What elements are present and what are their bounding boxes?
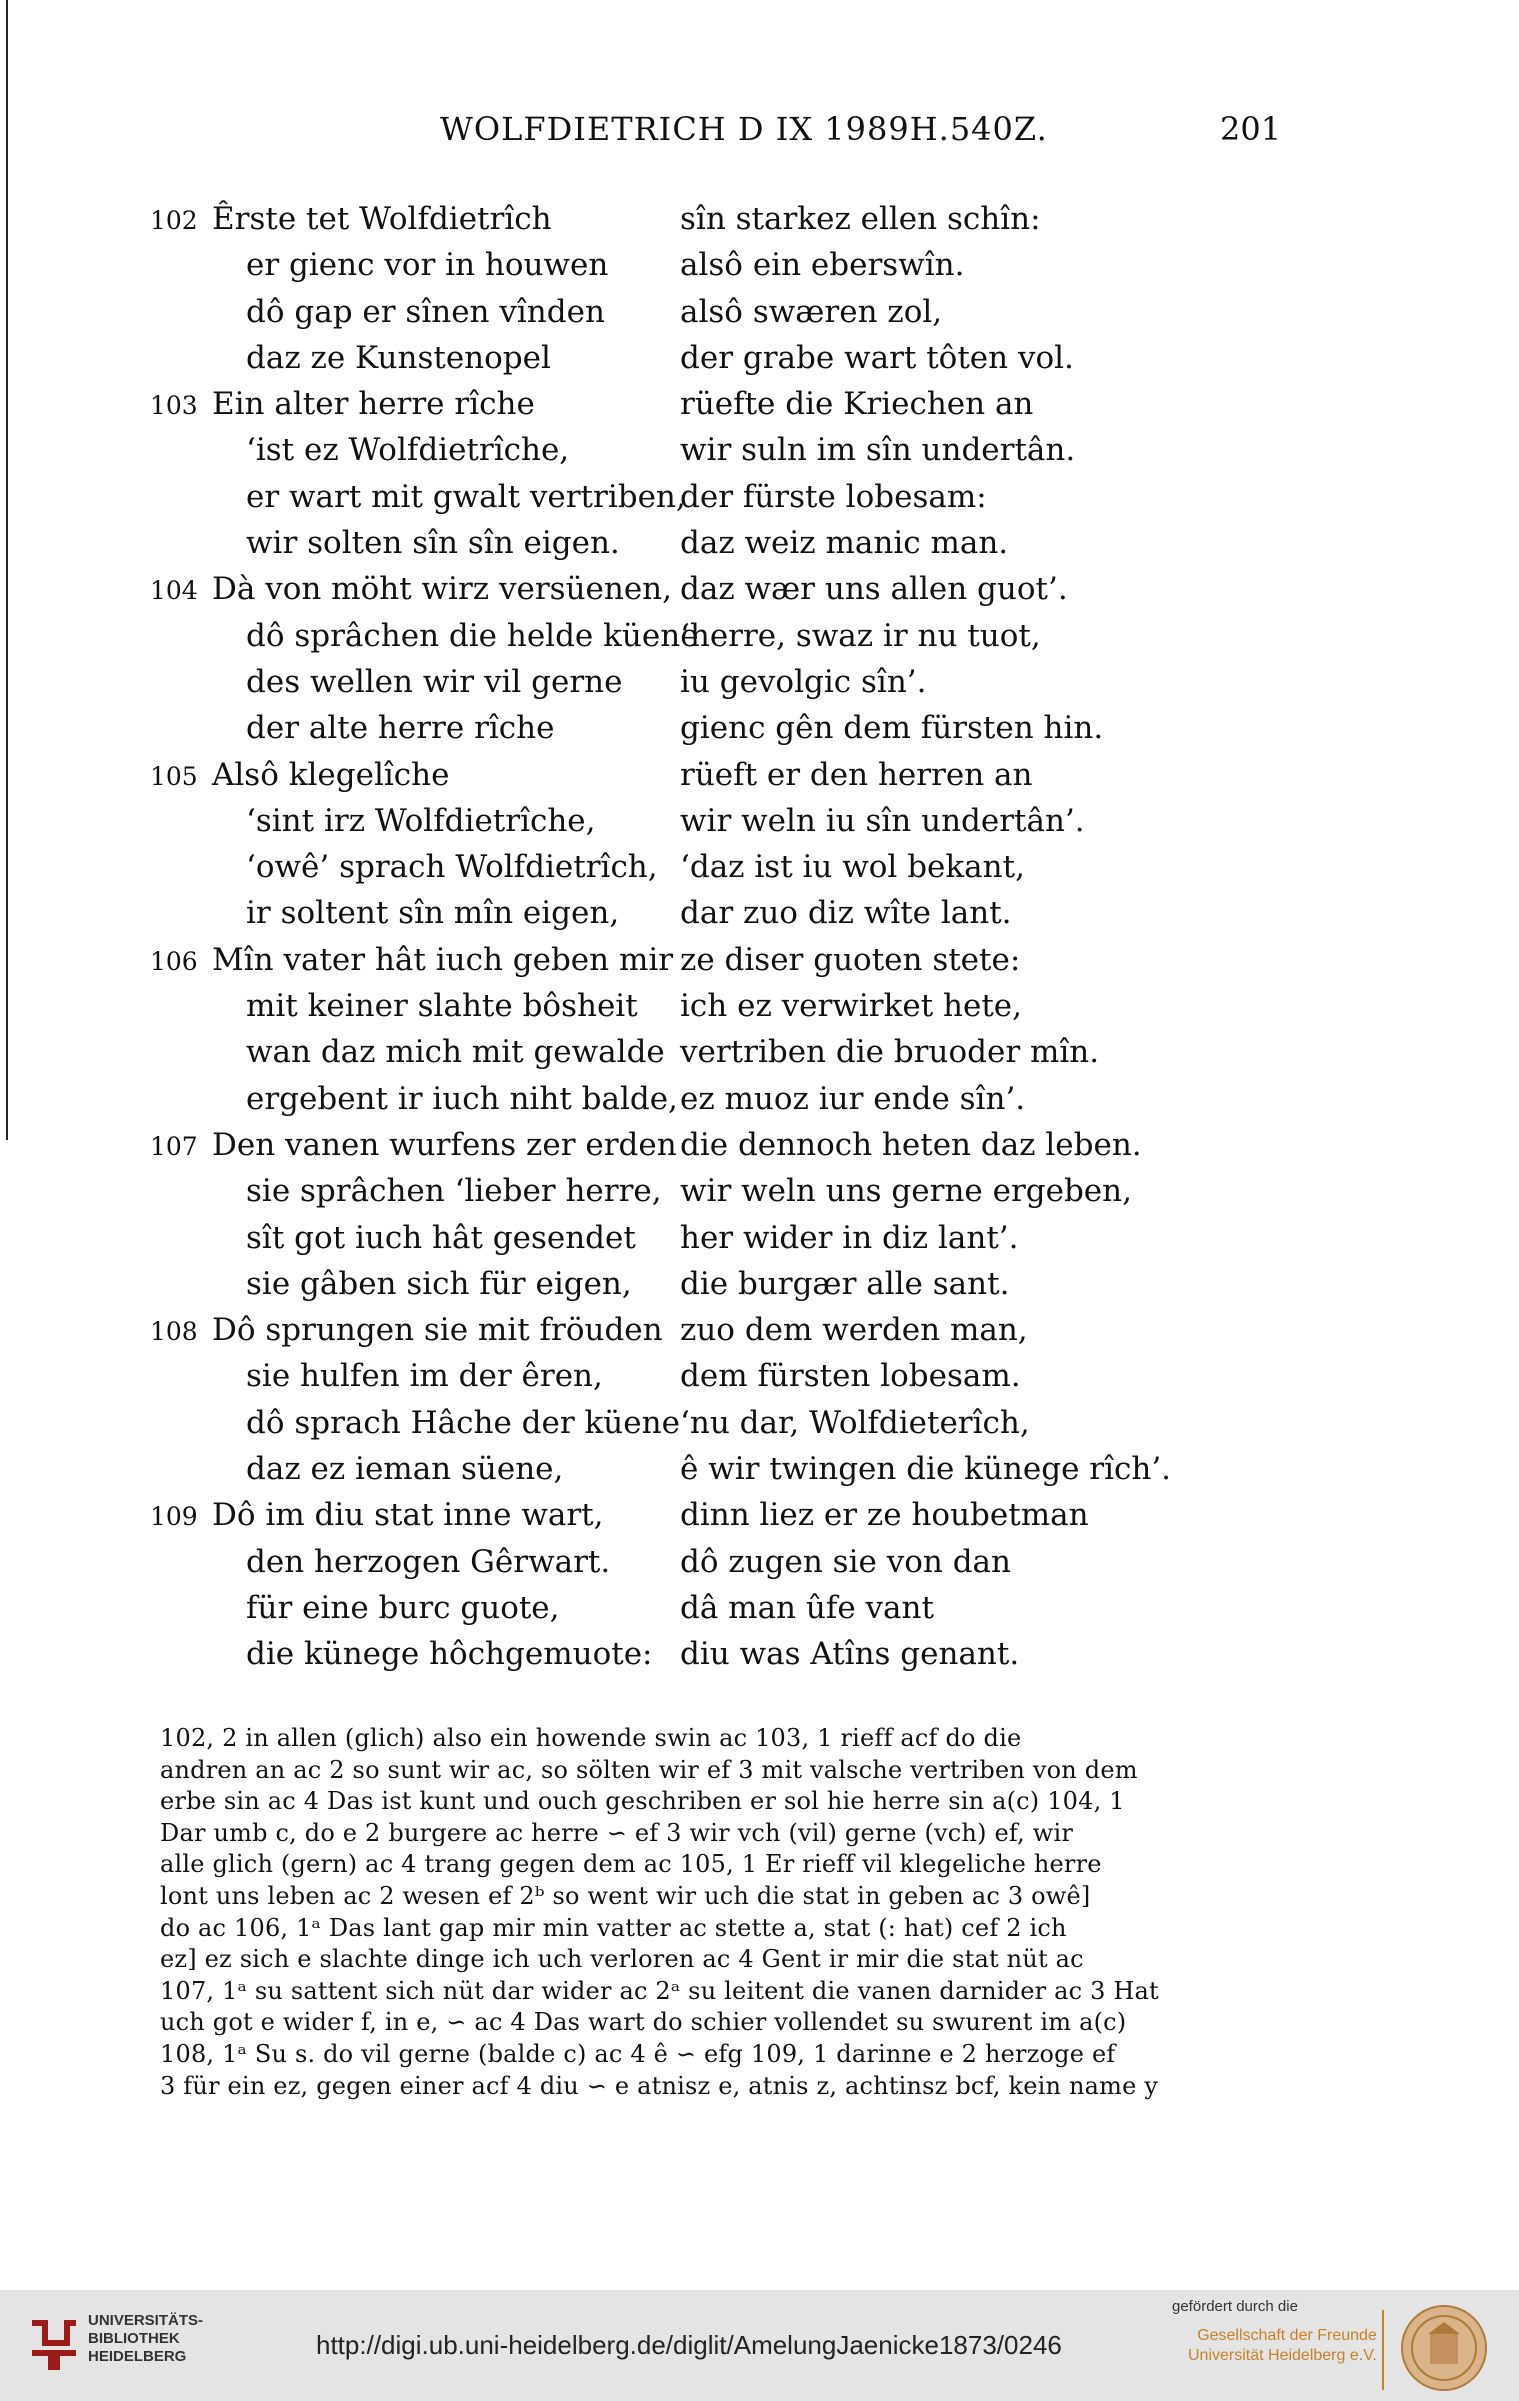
half-line-second: die dennoch heten daz leben.	[680, 1126, 1142, 1163]
half-line-first: wir solten sîn sîn eigen.	[246, 525, 620, 562]
verse-line	[150, 335, 1330, 381]
stanza-number: 107	[150, 1131, 198, 1161]
verse-line	[150, 474, 1330, 520]
verse-line	[150, 242, 1330, 288]
half-line-second: wir weln uns gerne ergeben,	[680, 1173, 1132, 1210]
footnote-line: 3 für ein ez, gegen einer acf 4 diu ∽ e atnisz e, atnis z, achtinsz bcf, kein name y	[160, 2071, 1159, 2100]
verse-line	[150, 1353, 1330, 1399]
footnote-line: 102, 2 in allen (glich) also ein howende swin ac 103, 1 rieff acf do die	[160, 1724, 1022, 1752]
verse-line	[150, 1076, 1330, 1122]
half-line-first: sie gâben sich für eigen,	[246, 1265, 632, 1302]
stanza-number: 104	[150, 576, 198, 606]
half-line-second: ez muoz iur ende sîn’.	[680, 1080, 1026, 1117]
footnotes	[160, 1723, 1270, 2102]
half-line-second: ‘nu dar, Wolfdieterîch,	[680, 1404, 1030, 1441]
stanza-number: 109	[150, 1502, 198, 1532]
half-line-second: wir suln im sîn undertân.	[680, 432, 1076, 469]
verse-line	[150, 1492, 1330, 1538]
sponsor-name-line: Universität Heidelberg e.V.	[1188, 2347, 1377, 2364]
half-line-second: dem fürsten lobesam.	[680, 1358, 1021, 1395]
half-line-second: daz wær uns allen guot’.	[680, 571, 1068, 608]
verse-line	[150, 1400, 1330, 1446]
footnote-line: Dar umb c, do e 2 burgere ac herre ∽ ef 3 wir vch (vil) gerne (vch) ef, wir	[160, 1818, 1074, 1847]
footnote-line: 107, 1ᵃ su sattent sich nüt dar wider ac 2ᵃ su leitent die vanen darnider ac 3 Hat	[160, 1976, 1159, 2005]
half-line-first: der alte herre rîche	[246, 710, 555, 747]
half-line-first: sie sprâchen ‘lieber herre,	[246, 1173, 662, 1210]
verse-line	[150, 1446, 1330, 1492]
half-line-first: den herzogen Gêrwart.	[246, 1543, 611, 1580]
half-line-first: ‘owê’ sprach Wolfdietrîch,	[246, 849, 658, 886]
library-name-line: UNIVERSITÄTS-	[88, 2312, 204, 2329]
half-line-second: sîn starkez ellen schîn:	[680, 201, 1041, 237]
half-line-first: dô sprach Hâche der küene	[246, 1404, 680, 1441]
half-line-second: dinn liez er ze houbetman	[680, 1497, 1089, 1534]
verse-line	[150, 520, 1330, 566]
footnote-line: 108, 1ᵃ Su s. do vil gerne (balde c) ac 4 ê ∽ efg 109, 1 darinne e 2 herzoge ef	[160, 2039, 1116, 2068]
half-line-first: daz ze Kunstenopel	[246, 339, 551, 376]
support-label: gefördert durch die	[1172, 2298, 1298, 2315]
permalink-url[interactable]: http://digi.ub.uni-heidelberg.de/diglit/AmelungJaenicke1873/0246	[316, 2330, 1062, 2360]
verse-line	[150, 196, 1330, 242]
verse-line	[150, 798, 1330, 844]
verse-line	[150, 289, 1330, 335]
half-line-first: Dô sprungen sie mit fröuden	[212, 1312, 663, 1349]
verse-line	[150, 1307, 1330, 1353]
half-line-second: ‘daz ist iu wol bekant,	[680, 849, 1025, 886]
half-line-first: dô gap er sînen vînden	[246, 293, 605, 330]
verse-line	[150, 566, 1330, 612]
verse-line	[150, 844, 1330, 890]
verse-line	[150, 1029, 1330, 1075]
verse-line	[150, 1585, 1330, 1631]
verse-line	[150, 752, 1330, 798]
stanza-number: 105	[150, 761, 198, 791]
half-line-second: alsô swæren zol,	[680, 293, 943, 330]
page-edge-rule	[6, 0, 8, 1140]
half-line-first: Dà von möht wirz versüenen,	[212, 571, 673, 608]
half-line-second: gienc gên dem fürsten hin.	[680, 710, 1104, 747]
sponsor-name-line: Gesellschaft der Freunde	[1197, 2327, 1377, 2344]
sponsor-name	[1188, 2326, 1377, 2366]
verse-line	[150, 613, 1330, 659]
half-line-first: des wellen wir vil gerne	[246, 663, 623, 700]
half-line-first: sît got iuch hât gesendet	[246, 1219, 636, 1256]
verse-line	[150, 705, 1330, 751]
half-line-second: ê wir twingen die künege rîch’.	[680, 1451, 1172, 1488]
half-line-first: für eine burc guote,	[246, 1589, 560, 1626]
verse-line	[150, 983, 1330, 1029]
library-name-line: BIBLIOTHEK	[88, 2330, 180, 2347]
half-line-second: daz weiz manic man.	[680, 525, 1009, 562]
footnote-line: lont uns leben ac 2 wesen ef 2ᵇ so went wir uch die stat in geben ac 3 owê]	[160, 1881, 1091, 1910]
half-line-first: mit keiner slahte bôsheit	[246, 988, 638, 1025]
footnote-line: ez] ez sich e slachte dinge ich uch verloren ac 4 Gent ir mir die stat nüt ac	[160, 1945, 1084, 1974]
header-title: WOLFDIETRICH D IX 1989H.540Z.	[440, 110, 1048, 148]
half-line-second: der fürste lobesam:	[680, 478, 987, 515]
half-line-second: der grabe wart tôten vol.	[680, 339, 1074, 376]
half-line-first: Êrste tet Wolfdietrîch	[212, 201, 552, 237]
half-line-first: wan daz mich mit gewalde	[246, 1034, 665, 1071]
half-line-second: ze diser guoten stete:	[680, 941, 1021, 978]
verse-line	[150, 1539, 1330, 1585]
half-line-second: diu was Atîns genant.	[680, 1636, 1020, 1673]
half-line-second: iu gevolgic sîn’.	[680, 663, 927, 700]
half-line-first: die künege hôchgemuote:	[246, 1636, 653, 1673]
half-line-first: Alsô klegelîche	[212, 756, 450, 793]
library-logo-icon	[28, 2316, 80, 2374]
footer-divider	[1382, 2310, 1384, 2390]
stanza-number: 106	[150, 946, 198, 976]
half-line-second: vertriben die bruoder mîn.	[680, 1034, 1100, 1071]
half-line-first: ergebent ir iuch niht balde,	[246, 1080, 678, 1117]
page-number: 201	[1220, 110, 1282, 148]
verse-line	[150, 381, 1330, 427]
half-line-first: daz ez ieman süene,	[246, 1451, 564, 1488]
footnote-line: alle glich (gern) ac 4 trang gegen dem ac 105, 1 Er rieff vil klegeliche herre	[160, 1850, 1102, 1879]
half-line-first: Ein alter herre rîche	[212, 386, 535, 423]
half-line-second: zuo dem werden man,	[680, 1312, 1028, 1349]
half-line-first: ir soltent sîn mîn eigen,	[246, 895, 620, 932]
verse-line	[150, 1261, 1330, 1307]
library-name-line: HEIDELBERG	[88, 2348, 187, 2365]
stanza-number: 102	[150, 206, 198, 235]
half-line-second: rüefte die Kriechen an	[680, 386, 1034, 423]
half-line-second: dâ man ûfe vant	[680, 1589, 934, 1626]
half-line-second: her wider in diz lant’.	[680, 1219, 1019, 1256]
library-name	[88, 2312, 203, 2366]
half-line-second: wir weln iu sîn undertân’.	[680, 802, 1085, 839]
footer-bar	[0, 2290, 1519, 2401]
verse-line	[150, 1122, 1330, 1168]
half-line-first: dô sprâchen die helde küene	[246, 617, 699, 654]
half-line-second: ich ez verwirket hete,	[680, 988, 1022, 1025]
half-line-second: dar zuo diz wîte lant.	[680, 895, 1012, 932]
university-seal-icon	[1400, 2304, 1488, 2392]
verse-line	[150, 937, 1330, 983]
stanza-number: 108	[150, 1317, 198, 1347]
footnote-line: do ac 106, 1ᵃ Das lant gap mir min vatter ac stette a, stat (: hat) cef 2 ich	[160, 1913, 1067, 1942]
half-line-first: er gienc vor in houwen	[246, 247, 609, 284]
half-line-second: rüeft er den herren an	[680, 756, 1033, 793]
running-header	[0, 110, 1519, 160]
verse-line	[150, 659, 1330, 705]
half-line-first: ‘ist ez Wolfdietrîche,	[246, 432, 570, 469]
half-line-first: Dô im diu stat inne wart,	[212, 1497, 604, 1534]
verse-line	[150, 427, 1330, 473]
verse-line	[150, 1215, 1330, 1261]
footnote-line: erbe sin ac 4 Das ist kunt und ouch geschriben er sol hie herre sin a(c) 104, 1	[160, 1787, 1125, 1816]
half-line-first: sie hulfen im der êren,	[246, 1358, 603, 1395]
verse-line	[150, 1168, 1330, 1214]
footnote-line: uch got e wider f, in e, ∽ ac 4 Das wart do schier vollendet su swurent im a(c)	[160, 2008, 1127, 2037]
verse-line	[150, 890, 1330, 936]
half-line-second: dô zugen sie von dan	[680, 1543, 1011, 1580]
half-line-first: ‘sint irz Wolfdietrîche,	[246, 802, 596, 839]
stanza-number: 103	[150, 391, 198, 421]
verse-line	[150, 1631, 1330, 1677]
half-line-second: ‘herre, swaz ir nu tuot,	[680, 617, 1041, 654]
footnote-line: andren an ac 2 so sunt wir ac, so sölten wir ef 3 mit valsche vertriben von dem	[160, 1755, 1138, 1784]
half-line-second: alsô ein eberswîn.	[680, 247, 965, 284]
half-line-first: Den vanen wurfens zer erden	[212, 1126, 677, 1163]
half-line-second: die burgær alle sant.	[680, 1265, 1010, 1302]
poem-text	[150, 196, 1330, 1678]
half-line-first: Mîn vater hât iuch geben mir	[212, 941, 674, 978]
half-line-first: er wart mit gwalt vertriben,	[246, 478, 686, 515]
